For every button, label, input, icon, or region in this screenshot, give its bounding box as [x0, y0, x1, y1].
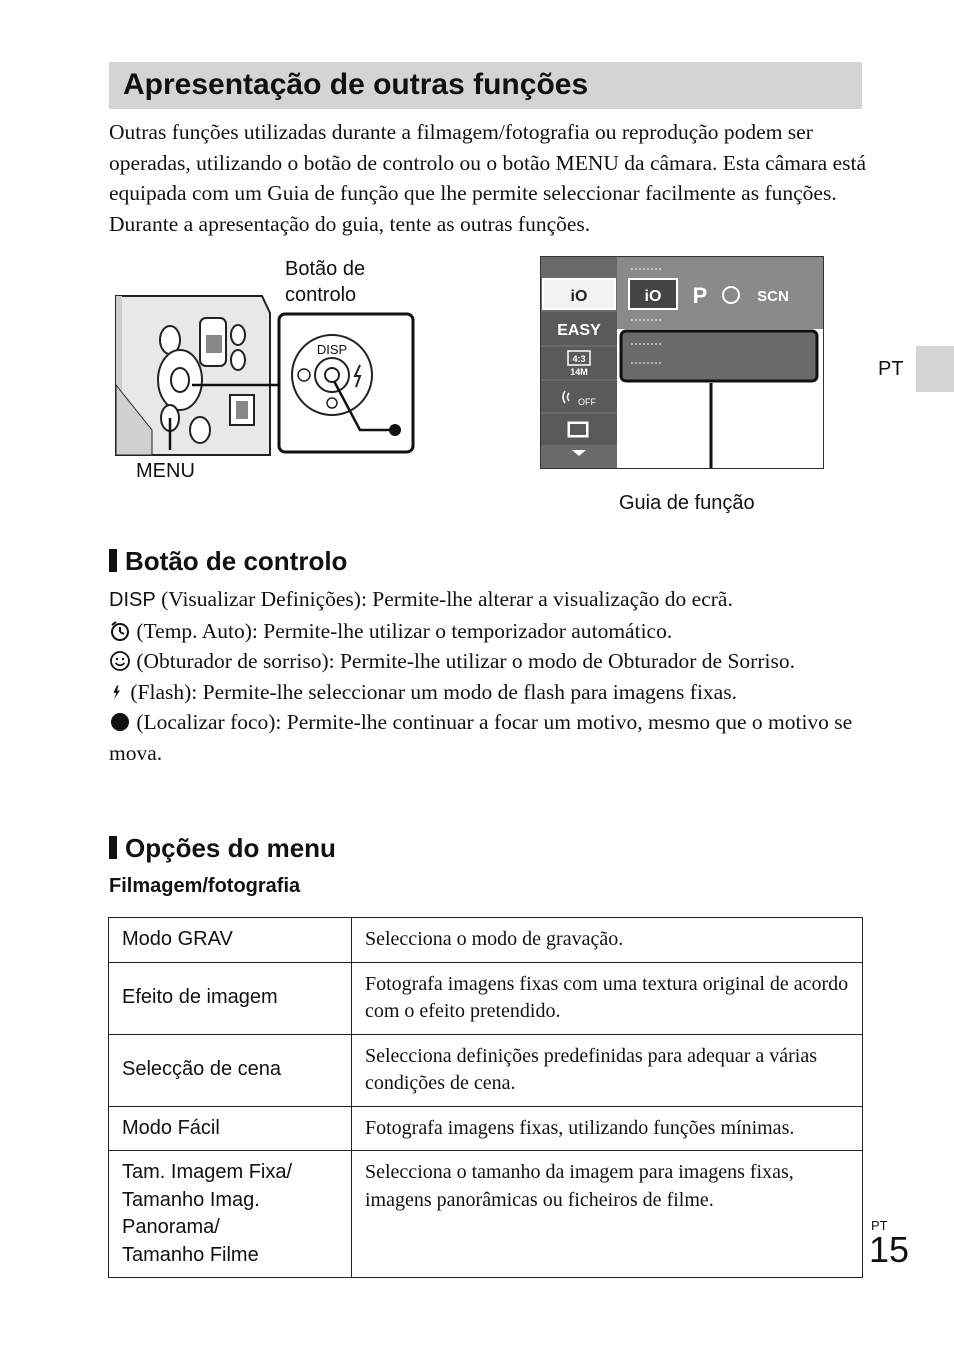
menu-item-name: Efeito de imagem — [109, 962, 352, 1034]
focus-description: (Localizar foco): Permite-lhe continuar a focar um motivo, mesmo que o motivo se mova. — [109, 710, 853, 765]
smile-description: (Obturador de sorriso): Permite-lhe utilizar o modo de Obturador de Sorriso. — [109, 646, 869, 677]
menu-button-label: MENU — [136, 460, 195, 482]
menu-item-name: Modo GRAV — [109, 918, 352, 963]
menu-item-description: Selecciona o tamanho da imagem para imagens fixas, imagens panorâmicas ou ficheiros de filme. — [352, 1151, 863, 1278]
page-number: 15 — [869, 1229, 910, 1270]
table-row — [109, 918, 863, 963]
screen-easy: EASY — [557, 322, 601, 339]
menu-item-description: Selecciona definições predefinidas para adequar a várias condições de cena. — [352, 1034, 863, 1106]
flash-description: (Flash): Permite-lhe seleccionar um modo de flash para imagens fixas. — [109, 677, 869, 708]
table-row — [109, 1034, 863, 1106]
table-row — [109, 962, 863, 1034]
intro-paragraph: Outras funções utilizadas durante a filmagem/fotografia ou reprodução podem ser operadas, utilizando o botão de controlo ou o botão MENU da câmara. Esta câmara está equipada com um Guia de função que lhe permite seleccionar facilmente as funções. Durante a apresentação do guia, tente as outras funções. — [109, 120, 867, 236]
flash-icon — [109, 681, 125, 703]
screen-graphic — [541, 257, 823, 468]
section-title-bar — [109, 62, 862, 109]
language-side-label: PT — [878, 358, 904, 380]
screen-p-mode: P — [692, 283, 708, 308]
timer-description: (Temp. Auto): Permite-lhe utilizar o temporizador automático. — [109, 616, 869, 647]
function-guide-label: Guia de função — [619, 492, 755, 514]
screen-ratio: 4:3 — [572, 354, 586, 364]
menu-item-description: Selecciona o modo de gravação. — [352, 918, 863, 963]
menu-item-name: Modo Fácil — [109, 1106, 352, 1151]
dial-disp-label: DISP — [316, 342, 348, 357]
menu-item-name: Tam. Imagem Fixa/ Tamanho Imag. Panorama/ Tamanho Filme — [109, 1151, 352, 1278]
self-timer-icon — [109, 620, 131, 642]
menu-section-heading: Opções do menu — [109, 833, 336, 863]
dot-icon — [109, 711, 131, 733]
menu-subheading: Filmagem/fotografia — [109, 875, 301, 897]
page-language: PT — [871, 1218, 888, 1233]
menu-item-description: Fotografa imagens fixas com uma textura original de acordo com o efeito pretendido. — [352, 962, 863, 1034]
control-button-label: Botão de controlo — [285, 258, 366, 306]
svg-text:iO: iO — [644, 288, 662, 305]
menu-options-table — [108, 917, 863, 1278]
smile-icon — [109, 650, 131, 672]
disp-description: DISP (Visualizar Definições): Permite-lhe alterar a visualização do ecrã. — [109, 587, 733, 611]
camera-screen-illustration — [540, 256, 824, 469]
control-section-heading: Botão de controlo — [109, 546, 347, 576]
screen-size: 14M — [570, 367, 588, 377]
language-side-tab — [916, 346, 954, 392]
menu-item-description: Fotografa imagens fixas, utilizando funções mínimas. — [352, 1106, 863, 1151]
screen-scn-mode: SCN — [757, 288, 789, 305]
svg-text:iO: iO — [570, 288, 588, 305]
table-row — [109, 1151, 863, 1278]
menu-item-name: Selecção de cena — [109, 1034, 352, 1106]
page-title: Apresentação de outras funções — [123, 68, 589, 101]
control-button-descriptions — [109, 584, 869, 768]
table-row — [109, 1106, 863, 1151]
camera-illustration — [112, 255, 422, 485]
screen-off: OFF — [578, 397, 596, 407]
